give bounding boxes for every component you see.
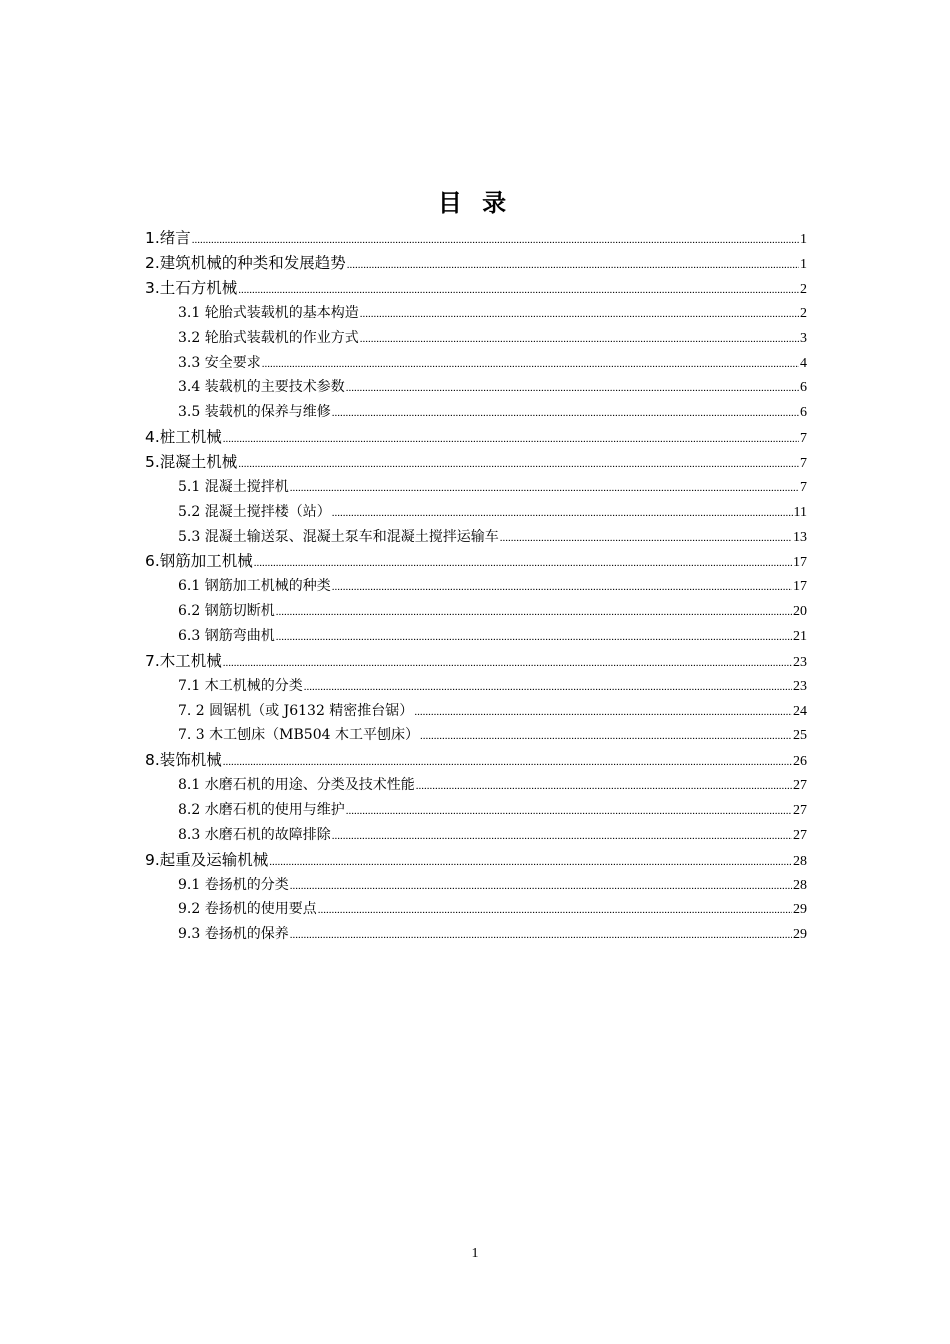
toc-entry-page: 17: [793, 579, 807, 595]
dot-leader: [223, 427, 799, 452]
dot-leader: [346, 799, 792, 824]
toc-entry-label: 3.5 装载机的保养与维修: [178, 404, 331, 421]
toc-entry-label: 9.起重及运输机械: [145, 850, 269, 869]
toc-subentry[interactable]: [145, 823, 807, 848]
toc-entry-label: 7.木工机械: [145, 651, 222, 670]
toc-entry-page: 29: [793, 927, 807, 943]
toc-entry-label: 1.绪言: [145, 229, 191, 247]
toc-entry[interactable]: [145, 748, 807, 773]
toc-entry-page: 25: [793, 728, 807, 744]
dot-leader: [332, 824, 792, 849]
dot-leader: [276, 600, 792, 625]
dot-leader: [500, 526, 792, 551]
toc-entry-label: 6.3 钢筋弯曲机: [178, 627, 275, 644]
toc-entry-page: 17: [793, 555, 807, 571]
toc-entry-page: 7: [800, 479, 807, 495]
dot-leader: [420, 724, 792, 749]
toc-subentry[interactable]: [145, 723, 807, 748]
toc-entry-page: 13: [793, 529, 807, 545]
toc-entry-label: 6.2 钢筋切断机: [178, 603, 275, 620]
toc-entry[interactable]: [145, 251, 807, 276]
toc-entry-label: 5.1 混凝土搅拌机: [178, 478, 289, 495]
toc-subentry[interactable]: [145, 674, 807, 699]
dot-leader: [416, 774, 792, 799]
dot-leader: [192, 228, 799, 253]
toc-entry-page: 6: [800, 380, 807, 396]
toc-entry[interactable]: [145, 549, 807, 574]
toc-entry-label: 5.混凝土机械: [145, 452, 238, 471]
toc-title: 目 录: [437, 189, 513, 217]
toc-entry-page: 21: [793, 628, 807, 644]
toc-entry-page: 27: [793, 827, 807, 843]
dot-leader: [346, 376, 799, 401]
dot-leader: [290, 923, 792, 948]
toc-entry-label: 5.3 混凝土输送泵、混凝土泵车和混凝土搅拌运输车: [178, 528, 499, 545]
toc-entry-page: 28: [793, 877, 807, 893]
toc-subentry[interactable]: [145, 922, 807, 947]
toc-subentry[interactable]: [145, 525, 807, 550]
toc-entry-page: 3: [800, 330, 807, 346]
dot-leader: [223, 750, 792, 775]
dot-leader: [360, 302, 799, 327]
dot-leader: [290, 476, 799, 501]
toc-entry-label: 3.1 轮胎式装载机的基本构造: [178, 305, 359, 321]
toc-subentry[interactable]: [145, 351, 807, 376]
toc-subentry[interactable]: [145, 301, 807, 326]
toc-entry-page: 4: [800, 355, 807, 371]
toc-entry-label: 9.2 卷扬机的使用要点: [178, 901, 317, 918]
toc-entry-label: 3.4 装载机的主要技术参数: [178, 379, 345, 396]
toc-entry-label: 3.2 轮胎式装载机的作业方式: [178, 329, 359, 346]
toc-entry-page: 7: [800, 430, 807, 446]
toc-entry-label: 9.1 卷扬机的分类: [178, 876, 289, 893]
dot-leader: [347, 253, 799, 278]
toc-entry[interactable]: [145, 450, 807, 475]
toc-subentry[interactable]: [145, 500, 807, 525]
toc-entry-label: 5.2 混凝土搅拌楼（站）: [178, 503, 331, 520]
dot-leader: [318, 898, 792, 923]
toc-entry-label: 7.1 木工机械的分类: [178, 677, 303, 694]
toc-entry[interactable]: [145, 649, 807, 674]
toc-entry[interactable]: [145, 848, 807, 873]
dot-leader: [332, 501, 793, 526]
toc-subentry[interactable]: [145, 375, 807, 400]
toc-entry-label: 6.钢筋加工机械: [145, 552, 253, 571]
toc-entry-page: 20: [793, 604, 807, 620]
toc-entry-page: 26: [793, 754, 807, 770]
toc-entry-page: 6: [800, 405, 807, 421]
toc-entry-label: 2.建筑机械的种类和发展趋势: [145, 254, 346, 272]
toc-subentry[interactable]: [145, 798, 807, 823]
page-number: 1: [471, 1246, 479, 1261]
toc-entry-page: 11: [793, 504, 807, 520]
toc-entry-page: 7: [800, 455, 807, 471]
dot-leader: [414, 700, 792, 725]
toc-subentry[interactable]: [145, 897, 807, 922]
dot-leader: [223, 651, 792, 676]
toc-subentry[interactable]: [145, 574, 807, 599]
toc-entry-page: 2: [800, 306, 807, 321]
toc-entry-page: 29: [793, 902, 807, 918]
dot-leader: [360, 327, 799, 352]
toc-entry-page: 23: [793, 678, 807, 694]
dot-leader: [269, 850, 792, 875]
dot-leader: [238, 452, 799, 477]
dot-leader: [254, 551, 792, 576]
toc-entry-page: 1: [800, 232, 807, 247]
toc-entry-label: 6.1 钢筋加工机械的种类: [178, 578, 331, 595]
toc-entry[interactable]: [145, 276, 807, 301]
toc-entry[interactable]: [145, 425, 807, 450]
toc-subentry[interactable]: [145, 699, 807, 724]
dot-leader: [238, 278, 799, 303]
toc-subentry[interactable]: [145, 773, 807, 798]
toc-entry-label: 3.3 安全要求: [178, 354, 261, 371]
toc-entry-label: 8.1 水磨石机的用途、分类及技术性能: [178, 777, 415, 794]
toc-entry-label: 8.3 水磨石机的故障排除: [178, 826, 331, 843]
toc-entry[interactable]: [145, 226, 807, 251]
toc-subentry[interactable]: [145, 873, 807, 898]
toc-entry-page: 2: [800, 282, 807, 297]
toc-subentry[interactable]: [145, 599, 807, 624]
dot-leader: [290, 874, 792, 899]
toc-subentry[interactable]: [145, 326, 807, 351]
toc-entry-label: 8.装饰机械: [145, 751, 222, 770]
toc-entry-label: 4.桩工机械: [145, 427, 222, 446]
toc-subentry[interactable]: [145, 400, 807, 425]
toc-subentry[interactable]: [145, 624, 807, 649]
toc-entry-page: 27: [793, 802, 807, 818]
toc-entry-label: 8.2 水磨石机的使用与维护: [178, 801, 345, 818]
toc-entry-label: 7. 2 圆锯机（或 J6132 精密推台锯）: [178, 702, 414, 719]
toc-entry-label: 3.土石方机械: [145, 279, 238, 297]
toc-entry-page: 27: [793, 778, 807, 794]
toc-entry-page: 1: [800, 257, 807, 272]
dot-leader: [332, 575, 792, 600]
toc-entry-label: 7. 3 木工刨床（MB504 木工平刨床）: [178, 727, 419, 744]
table-of-contents: [145, 226, 807, 947]
toc-entry-label: 9.3 卷扬机的保养: [178, 926, 289, 943]
toc-entry-page: 23: [793, 654, 807, 670]
dot-leader: [276, 625, 792, 650]
toc-subentry[interactable]: [145, 475, 807, 500]
dot-leader: [304, 675, 792, 700]
toc-entry-page: 24: [793, 703, 807, 719]
toc-entry-page: 28: [793, 853, 807, 869]
dot-leader: [332, 401, 799, 426]
dot-leader: [262, 352, 799, 377]
